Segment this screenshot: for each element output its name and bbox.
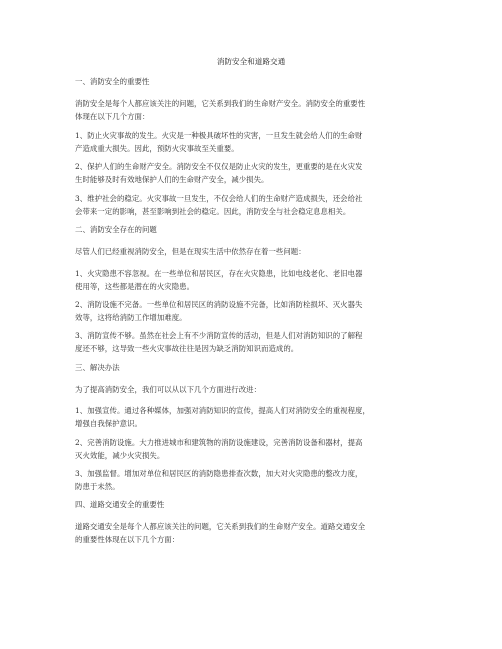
paragraph-line: 防患于未然。 xyxy=(75,482,120,491)
paragraph-line: 度还不够，这导致一些火灾事故往往是因为缺乏消防知识而造成的。 xyxy=(75,344,299,353)
paragraph-line: 尽管人们已经重视消防安全，但是在现实生活中依然存在着一些问题： xyxy=(75,247,306,256)
paragraph-line: 使用等，这些都是潜在的火灾隐患。 xyxy=(75,282,195,291)
paragraph-line: 体现在以下几个方面： xyxy=(75,112,150,121)
paragraph-line: 1、火灾隐患不容忽视。在一些单位和居民区，存在火灾隐患，比如电线老化、老旧电器 xyxy=(75,269,363,278)
paragraph-line: 1、加强宣传。通过各种媒体，加强对消防知识的宣传，提高人们对消防安全的重视程度， xyxy=(75,406,370,415)
paragraph-line: 消防安全是每个人都应该关注的问题，它关系到我们的生命财产安全。消防安全的重要性 xyxy=(75,99,366,108)
paragraph-line: 3、消防宣传不够。虽然在社会上有不少消防宣传的活动，但是人们对消防知识的了解程 xyxy=(75,331,363,340)
paragraph-line: 效等，这将给消防工作增加难度。 xyxy=(75,313,187,322)
paragraph-line: 的重要性体现在以下几个方面： xyxy=(75,535,180,544)
paragraph-line: 产造成重大损失。因此，预防火灾事故至关重要。 xyxy=(75,144,239,153)
section-heading-1: 一、消防安全的重要性 xyxy=(75,77,150,86)
paragraph-line: 会带来一定的影响，甚至影响到社会的稳定。因此，消防安全与社会稳定息息相关。 xyxy=(75,207,351,216)
document-title: 消防安全和道路交通 xyxy=(216,57,286,66)
paragraph-line: 为了提高消防安全，我们可以从以下几个方面进行改进： xyxy=(75,385,262,394)
paragraph-line: 增强自我保护意识。 xyxy=(75,419,142,428)
section-heading-3: 三、解决办法 xyxy=(75,363,120,372)
paragraph-line: 灭火效能，减少火灾损失。 xyxy=(75,451,165,460)
paragraph-line: 1、防止火灾事故的发生。火灾是一种极具破坏性的灾害，一旦发生就会给人们的生命财 xyxy=(75,131,363,140)
paragraph-line: 道路交通安全是每个人都应该关注的问题，它关系到我们的生命财产安全。道路交通安全 xyxy=(75,522,366,531)
paragraph-line: 3、维护社会的稳定。火灾事故一旦发生，不仅会给人们的生命财产造成损失，还会给社 xyxy=(75,194,363,203)
paragraph-line: 2、保护人们的生命财产安全。消防安全不仅仅是防止火灾的发生，更重要的是在火灾发 xyxy=(75,162,363,171)
paragraph-line: 生时能够及时有效地保护人们的生命财产安全，减少损失。 xyxy=(75,175,269,184)
paragraph-line: 2、消防设施不完备。一些单位和居民区的消防设施不完备，比如消防栓损坏、灭火器失 xyxy=(75,300,363,309)
paragraph-line: 2、完善消防设施。大力推进城市和建筑物的消防设施建设，完善消防设备和器材，提高 xyxy=(75,438,363,447)
paragraph-line: 3、加强监督。增加对单位和居民区的消防隐患排查次数，加大对火灾隐患的整改力度， xyxy=(75,469,363,478)
section-heading-2: 二、消防安全存在的问题 xyxy=(75,225,157,234)
section-heading-4: 四、道路交通安全的重要性 xyxy=(75,500,165,509)
